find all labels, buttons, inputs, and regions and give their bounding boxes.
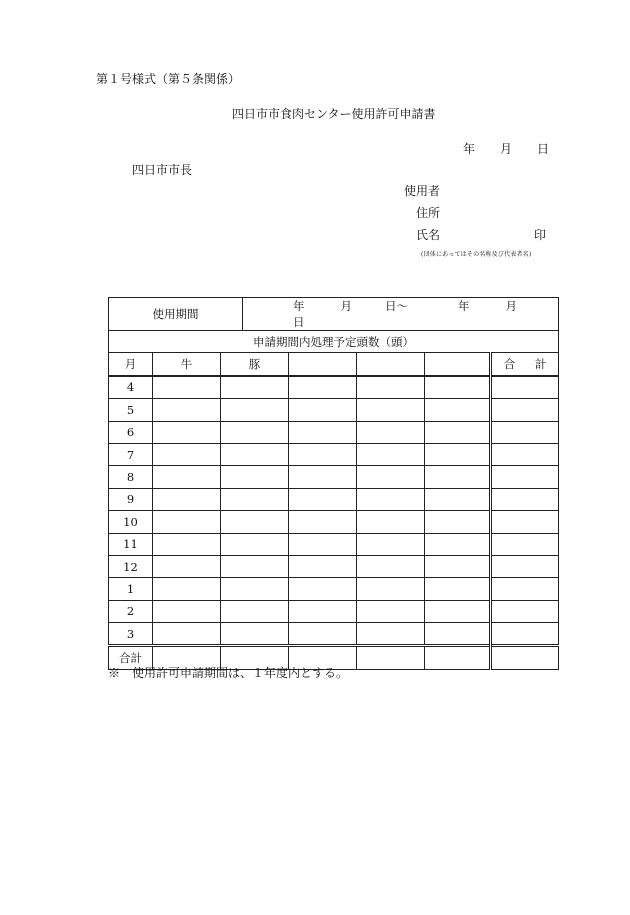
pig-count-cell[interactable] — [221, 399, 289, 421]
extra-count-cell-3[interactable] — [425, 376, 491, 399]
row-total-cell[interactable] — [491, 600, 559, 622]
row-total-cell[interactable] — [491, 488, 559, 510]
table-row — [109, 600, 559, 622]
date-year: 年 — [463, 142, 476, 156]
extra-count-cell-2[interactable] — [357, 600, 425, 622]
table-row — [109, 511, 559, 533]
pig-count-cell[interactable] — [221, 600, 289, 622]
extra-count-cell-3[interactable] — [425, 443, 491, 465]
extra-count-cell-2[interactable] — [357, 578, 425, 600]
extra-count-cell-2[interactable] — [357, 488, 425, 510]
organization-note: (団体にあってはその名称及び代表者名) — [421, 251, 532, 258]
period-field[interactable] — [243, 298, 559, 331]
pig-count-cell[interactable] — [221, 533, 289, 555]
extra-count-cell-2[interactable] — [357, 555, 425, 577]
cattle-count-cell[interactable] — [153, 376, 221, 399]
header-total: 合 計 — [491, 353, 559, 376]
extra-count-cell-1[interactable] — [289, 421, 357, 443]
table-row — [109, 533, 559, 555]
extra-count-cell-3[interactable] — [425, 555, 491, 577]
pig-count-cell[interactable] — [221, 421, 289, 443]
pig-count-cell[interactable] — [221, 443, 289, 465]
total-row-label: 合計 — [109, 646, 153, 669]
extra-count-cell-1[interactable] — [289, 443, 357, 465]
extra-total-cell-2[interactable] — [357, 646, 425, 669]
row-total-cell[interactable] — [491, 533, 559, 555]
cattle-count-cell[interactable] — [153, 443, 221, 465]
extra-count-cell-2[interactable] — [357, 399, 425, 421]
extra-count-cell-1[interactable] — [289, 399, 357, 421]
table-row — [109, 466, 559, 488]
table-row — [109, 623, 559, 646]
extra-count-cell-1[interactable] — [289, 488, 357, 510]
cattle-count-cell[interactable] — [153, 399, 221, 421]
date-month: 月 — [500, 142, 513, 156]
extra-count-cell-3[interactable] — [425, 578, 491, 600]
header-month: 月 — [109, 353, 153, 376]
period-label: 使用期間 — [109, 298, 243, 331]
pig-count-cell[interactable] — [221, 376, 289, 399]
extra-count-cell-1[interactable] — [289, 600, 357, 622]
extra-count-cell-3[interactable] — [425, 399, 491, 421]
form-number-label: 第１号様式（第５条関係） — [96, 72, 241, 86]
document-title: 四日市市食肉センター使用許可申請書 — [232, 107, 436, 121]
month-cell: 2 — [109, 600, 153, 622]
cattle-count-cell[interactable] — [153, 533, 221, 555]
month-cell: 4 — [109, 376, 153, 399]
extra-count-cell-1[interactable] — [289, 466, 357, 488]
month-cell: 1 — [109, 578, 153, 600]
header-blank-1 — [289, 353, 357, 376]
cattle-count-cell[interactable] — [153, 511, 221, 533]
extra-count-cell-1[interactable] — [289, 578, 357, 600]
extra-count-cell-3[interactable] — [425, 600, 491, 622]
header-cattle: 牛 — [153, 353, 221, 376]
extra-count-cell-2[interactable] — [357, 623, 425, 646]
footnote: ※ 使用許可申請期間は、１年度内とする。 — [108, 666, 349, 680]
pig-count-cell[interactable] — [221, 511, 289, 533]
cattle-count-cell[interactable] — [153, 421, 221, 443]
extra-count-cell-2[interactable] — [357, 443, 425, 465]
address-label: 住所 — [416, 206, 441, 220]
extra-count-cell-3[interactable] — [425, 466, 491, 488]
period-end-month: 月 — [505, 299, 518, 313]
cattle-count-cell[interactable] — [153, 488, 221, 510]
cattle-count-cell[interactable] — [153, 600, 221, 622]
extra-count-cell-1[interactable] — [289, 376, 357, 399]
header-pig: 豚 — [221, 353, 289, 376]
table-row — [109, 421, 559, 443]
extra-count-cell-2[interactable] — [357, 376, 425, 399]
extra-count-cell-1[interactable] — [289, 623, 357, 646]
extra-count-cell-3[interactable] — [425, 421, 491, 443]
row-total-cell[interactable] — [491, 578, 559, 600]
extra-count-cell-2[interactable] — [357, 533, 425, 555]
name-label: 氏名 — [416, 228, 441, 242]
seal-mark: 印 — [534, 228, 547, 242]
cattle-count-cell[interactable] — [153, 555, 221, 577]
addressee: 四日市市長 — [132, 163, 193, 177]
month-cell: 8 — [109, 466, 153, 488]
table-row — [109, 578, 559, 600]
cattle-count-cell[interactable] — [153, 623, 221, 646]
row-total-cell[interactable] — [491, 555, 559, 577]
month-cell: 3 — [109, 623, 153, 646]
cattle-count-cell[interactable] — [153, 578, 221, 600]
period-end-year: 年 — [458, 299, 470, 313]
extra-count-cell-2[interactable] — [357, 466, 425, 488]
extra-count-cell-3[interactable] — [425, 623, 491, 646]
table-row — [109, 376, 559, 399]
month-cell: 12 — [109, 555, 153, 577]
header-blank-3 — [425, 353, 491, 376]
extra-count-cell-1[interactable] — [289, 511, 357, 533]
row-total-cell[interactable] — [491, 623, 559, 646]
application-date — [463, 140, 549, 157]
period-end-day: 日 — [293, 315, 305, 329]
table-row — [109, 399, 559, 421]
period-start-year: 年 — [293, 299, 305, 313]
period-start-day: 日～ — [385, 299, 409, 313]
pig-count-cell[interactable] — [221, 623, 289, 646]
pig-count-cell[interactable] — [221, 488, 289, 510]
cattle-count-cell[interactable] — [153, 466, 221, 488]
grand-total-cell[interactable] — [491, 646, 559, 669]
pig-count-cell[interactable] — [221, 578, 289, 600]
pig-count-cell[interactable] — [221, 466, 289, 488]
month-cell: 7 — [109, 443, 153, 465]
extra-count-cell-3[interactable] — [425, 511, 491, 533]
extra-count-cell-3[interactable] — [425, 488, 491, 510]
row-total-cell[interactable] — [491, 443, 559, 465]
table-row — [109, 488, 559, 510]
period-start-month: 月 — [340, 299, 353, 313]
extra-total-cell-3[interactable] — [425, 646, 491, 669]
section-title: 申請期間内処理予定頭数（頭） — [109, 331, 559, 353]
row-total-cell[interactable] — [491, 511, 559, 533]
month-cell: 6 — [109, 421, 153, 443]
user-label: 使用者 — [404, 184, 441, 198]
row-total-cell[interactable] — [491, 376, 559, 399]
row-total-cell[interactable] — [491, 421, 559, 443]
row-total-cell[interactable] — [491, 466, 559, 488]
row-total-cell[interactable] — [491, 399, 559, 421]
extra-count-cell-1[interactable] — [289, 533, 357, 555]
month-cell: 5 — [109, 399, 153, 421]
extra-count-cell-1[interactable] — [289, 555, 357, 577]
extra-count-cell-2[interactable] — [357, 511, 425, 533]
application-table — [108, 297, 559, 670]
pig-count-cell[interactable] — [221, 555, 289, 577]
header-blank-2 — [357, 353, 425, 376]
table-row — [109, 443, 559, 465]
date-day: 日 — [537, 142, 550, 156]
extra-count-cell-3[interactable] — [425, 533, 491, 555]
extra-count-cell-2[interactable] — [357, 421, 425, 443]
month-cell: 9 — [109, 488, 153, 510]
month-cell: 10 — [109, 511, 153, 533]
month-cell: 11 — [109, 533, 153, 555]
table-row — [109, 555, 559, 577]
